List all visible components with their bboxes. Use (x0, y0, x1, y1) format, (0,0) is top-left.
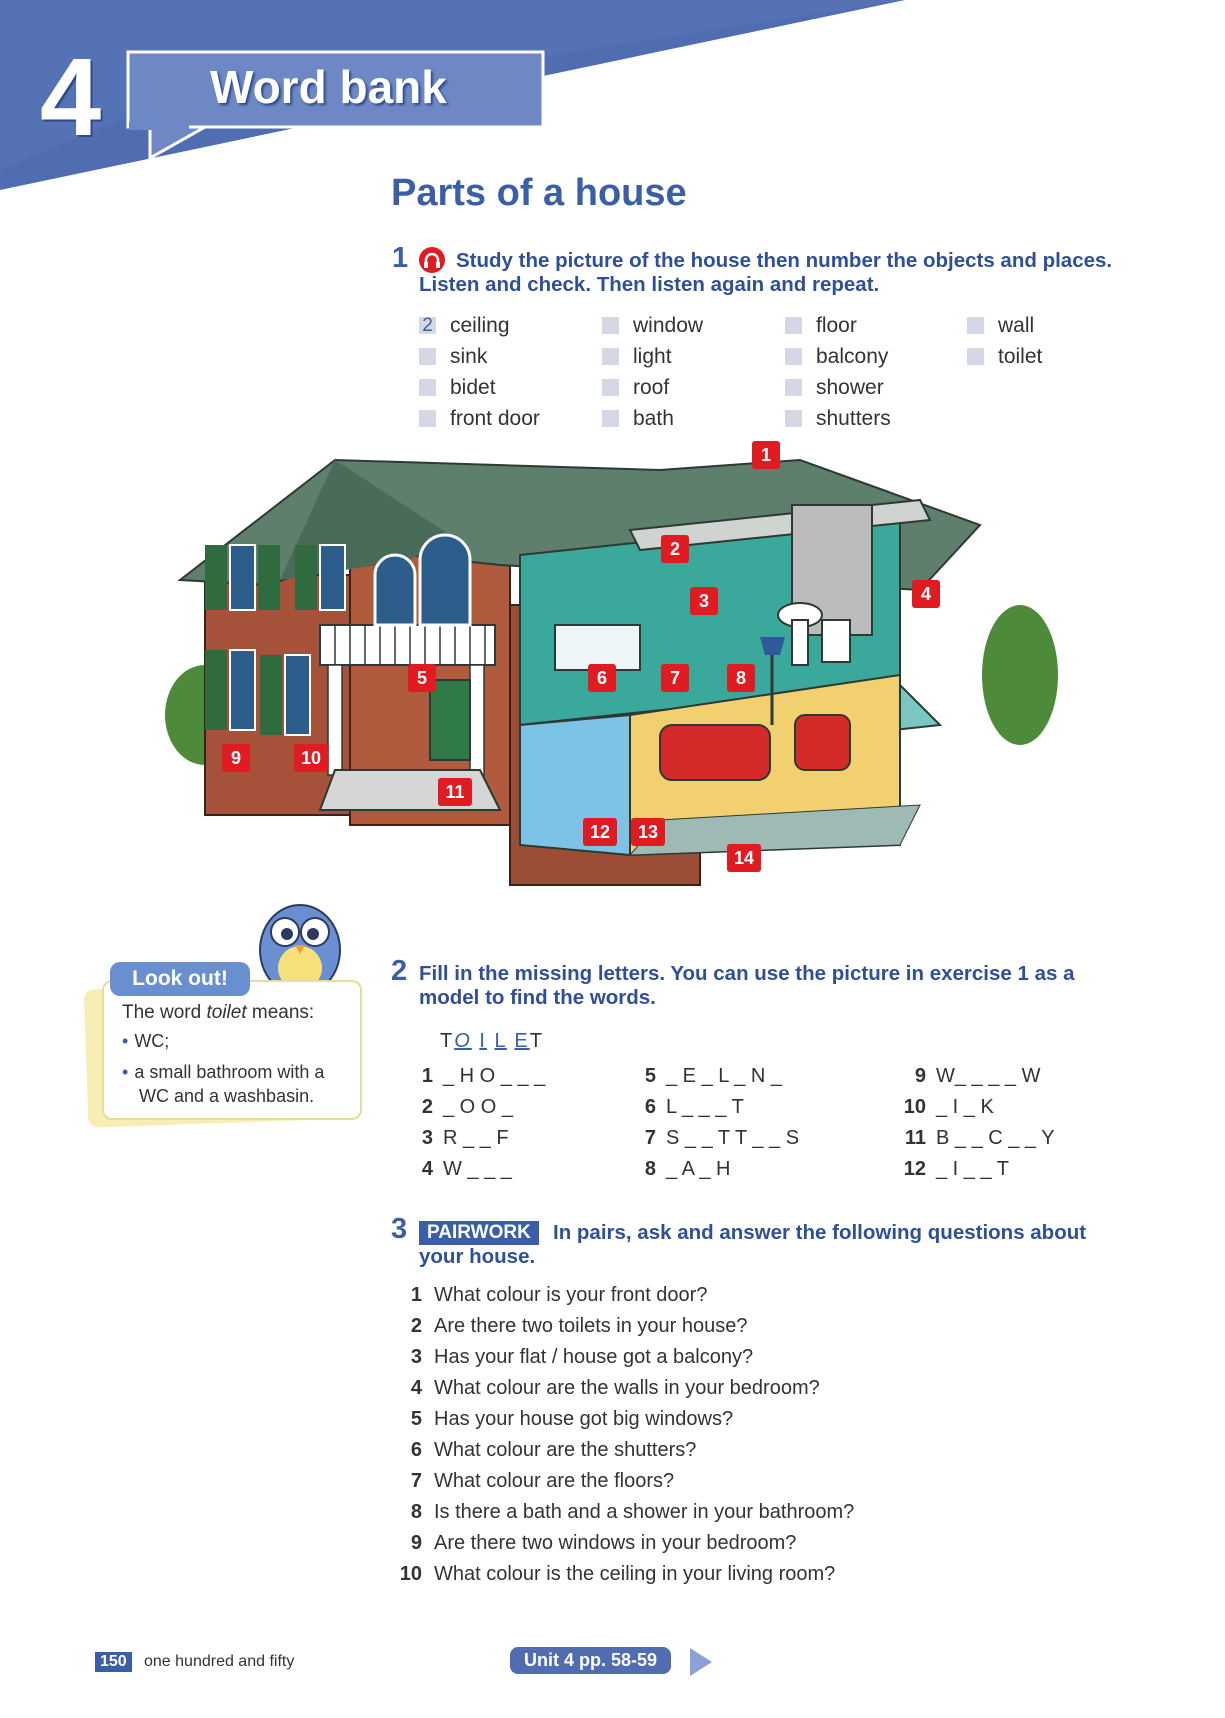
answer-box[interactable] (785, 348, 802, 365)
pairwork-badge: PAIRWORK (419, 1221, 539, 1245)
word-item: balcony (785, 341, 891, 372)
ex3-instruction-1: In pairs, ask and answer the following questions about (553, 1221, 1087, 1244)
word-column-1 (419, 310, 540, 434)
answer-box[interactable] (602, 379, 619, 396)
question-item: 3 Has your flat / house got a balcony? (410, 1346, 754, 1368)
picture-marker: 10 (294, 744, 328, 772)
lookout-bullet-1: • WC; (122, 1031, 170, 1051)
word-item: bath (602, 403, 703, 434)
question-item: 10 What colour is the ceiling in your living room? (399, 1563, 836, 1585)
fill-item[interactable]: 5 _ E _ L _ N _ (644, 1065, 782, 1087)
answer-box[interactable] (602, 317, 619, 334)
picture-marker: 14 (727, 844, 761, 872)
question-item: 6 What colour are the shutters? (410, 1439, 697, 1461)
question-item: 1 What colour is your front door? (410, 1284, 708, 1306)
ex2-number: 2 (391, 955, 408, 987)
ex2-example: TO I L ET (440, 1030, 544, 1052)
answer-box[interactable] (785, 317, 802, 334)
picture-marker: 1 (752, 441, 780, 469)
lookout-bullet-2: • a small bathroom with a WC and a washbasin. (122, 1062, 325, 1106)
page-title: Parts of a house (391, 172, 687, 214)
word-item: front door (419, 403, 540, 434)
fill-item[interactable]: 6 L _ _ _ T (644, 1096, 744, 1118)
picture-marker: 11 (438, 778, 472, 806)
picture-marker: 8 (727, 664, 755, 692)
question-item: 5 Has your house got big windows? (410, 1408, 734, 1430)
picture-marker: 12 (583, 818, 617, 846)
word-item: bidet (419, 372, 540, 403)
answer-box[interactable] (785, 379, 802, 396)
fill-item[interactable]: 3 R _ _ F (421, 1127, 509, 1149)
ex3-instruction-2: your house. (419, 1245, 536, 1268)
picture-marker: 13 (631, 818, 665, 846)
ex2-instruction-1: Fill in the missing letters. You can use the picture in exercise 1 as a (419, 962, 1075, 985)
arrow-right-icon[interactable] (688, 1646, 714, 1678)
lookout-title: Look out! (110, 962, 250, 996)
picture-marker: 5 (408, 664, 436, 692)
word-item: floor (785, 310, 891, 341)
page-number: 150 (95, 1652, 132, 1672)
word-column-3 (785, 310, 891, 434)
ex3-number: 3 (391, 1213, 408, 1245)
question-item: 2 Are there two toilets in your house? (410, 1315, 748, 1337)
answer-box[interactable] (419, 348, 436, 365)
fill-item[interactable]: 10 _ I _ K (903, 1096, 994, 1118)
answer-box[interactable] (967, 317, 984, 334)
question-item: 4 What colour are the walls in your bedroom? (410, 1377, 820, 1399)
unit-number: 4 (40, 36, 102, 159)
word-item: light (602, 341, 703, 372)
word-column-2 (602, 310, 703, 434)
page-number-words: one hundred and fifty (144, 1653, 295, 1670)
answer-box[interactable]: 2 (419, 317, 436, 334)
fill-item[interactable]: 1 _ H O _ _ _ (421, 1065, 546, 1087)
question-item: 7 What colour are the floors? (410, 1470, 675, 1492)
word-column-4 (967, 310, 1042, 372)
fill-item[interactable]: 4 W _ _ _ (421, 1158, 512, 1180)
picture-marker: 6 (588, 664, 616, 692)
picture-marker: 4 (912, 580, 940, 608)
ex1-number: 1 (392, 242, 409, 274)
header-title: Word bank (210, 61, 447, 113)
question-item: 8 Is there a bath and a shower in your bathroom? (410, 1501, 855, 1523)
answer-box[interactable] (967, 348, 984, 365)
lookout-box (102, 980, 362, 1120)
word-item: shower (785, 372, 891, 403)
word-item: wall (967, 310, 1042, 341)
picture-marker: 3 (690, 587, 718, 615)
fill-item[interactable]: 2 _ O O _ (421, 1096, 514, 1118)
picture-marker: 2 (661, 535, 689, 563)
word-item: shutters (785, 403, 891, 434)
answer-box[interactable] (602, 348, 619, 365)
word-item: roof (602, 372, 703, 403)
header-banner (0, 0, 1225, 200)
picture-marker: 9 (222, 744, 250, 772)
answer-box[interactable] (419, 379, 436, 396)
ex1-instruction-2: Listen and check. Then listen again and repeat. (419, 273, 880, 296)
word-item: sink (419, 341, 540, 372)
audio-icon[interactable] (419, 247, 445, 273)
question-item: 9 Are there two windows in your bedroom? (410, 1532, 797, 1554)
fill-item[interactable]: 8 _ A _ H (644, 1158, 731, 1180)
headphones-icon (419, 247, 445, 273)
ex2-instruction-2: model to find the words. (419, 986, 656, 1009)
fill-item[interactable]: 12 _ I _ _ T (903, 1158, 1010, 1180)
fill-item[interactable]: 7 S _ _ T T _ _ S (644, 1127, 800, 1149)
ex1-instruction-1: Study the picture of the house then number the objects and places. (456, 249, 1113, 272)
picture-marker: 7 (661, 664, 689, 692)
fill-item[interactable]: 9 W_ _ _ _ W (914, 1065, 1041, 1087)
word-item: toilet (967, 341, 1042, 372)
unit-reference-link[interactable]: Unit 4 pp. 58-59 (510, 1647, 671, 1674)
lookout-intro: The word toilet means: (122, 1002, 315, 1023)
fill-item[interactable]: 11 B _ _ C _ _ Y (904, 1127, 1055, 1149)
word-item: 2 ceiling (419, 310, 540, 341)
word-item: window (602, 310, 703, 341)
